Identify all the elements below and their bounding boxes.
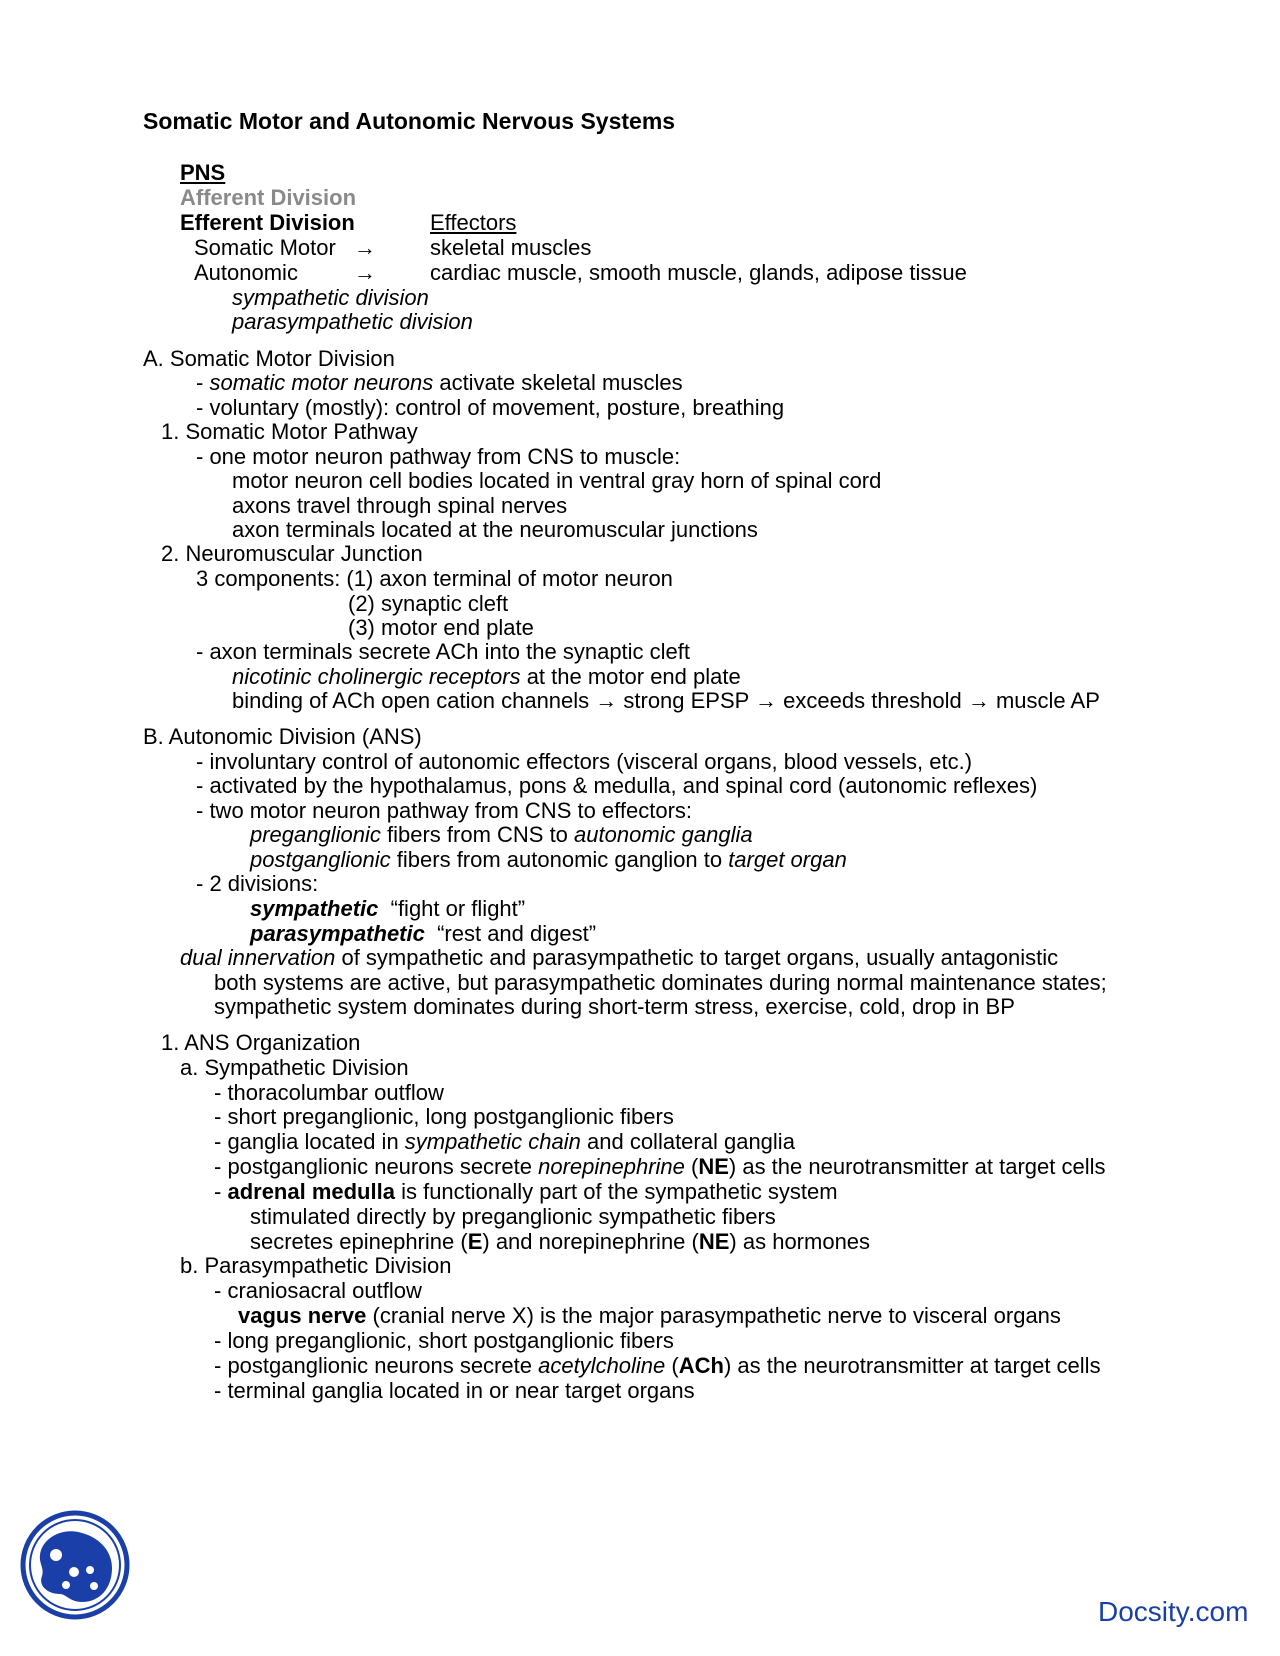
text-fragment: - [214, 1179, 228, 1204]
pathway-line-3: axons travel through spinal nerves [232, 493, 568, 518]
term-sympathetic: sympathetic [250, 896, 379, 921]
term-parasympathetic: parasympathetic [250, 921, 425, 946]
parasympathetic-division-heading: b. Parasympathetic Division [180, 1253, 452, 1278]
text-fragment: and collateral ganglia [580, 1129, 795, 1154]
somatic-pathway-heading: 1. Somatic Motor Pathway [161, 419, 418, 444]
quote-rest-and-digest: “rest and digest” [424, 921, 597, 946]
term-acetylcholine: acetylcholine [538, 1353, 666, 1378]
parasympathetic-line-3: - long preganglionic, short postganglionic fibers [214, 1328, 674, 1353]
text-fragment: of sympathetic and parasympathetic to target organs, usually antagonistic [335, 945, 1059, 970]
dual-innervation-line-2: both systems are active, but parasympathetic dominates during normal maintenance states; [214, 970, 1107, 995]
text-fragment: fibers from autonomic ganglion to [390, 847, 729, 872]
autonomic-effectors: cardiac muscle, smooth muscle, glands, adipose tissue [430, 260, 967, 285]
nmj-line-1: - axon terminals secrete ACh into the synaptic cleft [196, 639, 691, 664]
section-b-line-2: - activated by the hypothalamus, pons & medulla, and spinal cord (autonomic reflexes) [196, 773, 1038, 798]
docsity-brand-link[interactable]: Docsity.com [1098, 1596, 1249, 1627]
section-a-heading: A. Somatic Motor Division [143, 346, 395, 371]
sympathetic-division-heading: a. Sympathetic Division [180, 1055, 409, 1080]
term-target-organ: target organ [728, 847, 847, 872]
nmj-heading: 2. Neuromuscular Junction [161, 541, 423, 566]
section-b-line-1: - involuntary control of autonomic effectors (visceral organs, blood vessels, etc.) [196, 749, 973, 774]
sympathetic-line-5 [214, 1179, 838, 1205]
text-fragment: - postganglionic neurons secrete [214, 1154, 539, 1179]
text-fragment: ) and norepinephrine ( [482, 1229, 699, 1254]
somatic-motor-label: Somatic Motor [194, 235, 336, 260]
page-title: Somatic Motor and Autonomic Nervous Systems [143, 108, 676, 134]
sympathetic-line-7 [250, 1229, 870, 1255]
parasympathetic-line-4 [214, 1353, 1101, 1379]
quote-fight-or-flight: “fight or flight” [378, 896, 526, 921]
parasympathetic-line-2 [238, 1303, 1061, 1329]
text-fragment: ( [684, 1154, 699, 1179]
text-fragment: activate skeletal muscles [433, 370, 683, 395]
term-vagus-nerve: vagus nerve [238, 1303, 367, 1328]
sympathetic-division-item: sympathetic division [232, 285, 429, 310]
sympathetic-line-2: - short preganglionic, long postganglionic fibers [214, 1104, 674, 1129]
parasympathetic-line-5: - terminal ganglia located in or near target organs [214, 1378, 695, 1403]
effectors-header: Effectors [430, 210, 517, 235]
text-fragment: ) as the neurotransmitter at target cells [728, 1154, 1106, 1179]
autonomic-label: Autonomic [194, 260, 298, 285]
autonomic-arrow: → [354, 260, 376, 285]
section-b-line-5 [250, 847, 847, 873]
parasympathetic-summary [250, 921, 596, 947]
section-b-line-6: - 2 divisions: [196, 871, 319, 896]
parasympathetic-division-item: parasympathetic division [232, 309, 473, 334]
text-fragment: secretes epinephrine ( [250, 1229, 468, 1254]
section-a-line-1 [196, 370, 683, 396]
text-fragment: - ganglia located in [214, 1129, 405, 1154]
docsity-logo-icon [20, 1510, 130, 1620]
term-autonomic-ganglia: autonomic ganglia [574, 822, 753, 847]
pathway-line-1: - one motor neuron pathway from CNS to muscle: [196, 444, 681, 469]
efferent-division: Efferent Division [180, 210, 355, 235]
section-a-line-2: - voluntary (mostly): control of movement, posture, breathing [196, 395, 785, 420]
term-nicotinic-receptors: nicotinic cholinergic receptors [232, 664, 521, 689]
term-postganglionic: postganglionic [250, 847, 391, 872]
text-fragment: fibers from CNS to [380, 822, 575, 847]
somatic-arrow: → [354, 235, 376, 260]
abbr-e: E [467, 1229, 483, 1254]
term-sympathetic-chain: sympathetic chain [404, 1129, 581, 1154]
nmj-line-2 [232, 664, 741, 690]
abbr-ne: NE [698, 1154, 729, 1179]
sympathetic-line-6: stimulated directly by preganglionic sympathetic fibers [250, 1204, 776, 1229]
sympathetic-line-1: - thoracolumbar outflow [214, 1080, 444, 1105]
text-fragment: ( [665, 1353, 679, 1378]
term-preganglionic: preganglionic [250, 822, 381, 847]
pathway-line-2: motor neuron cell bodies located in ventral gray horn of spinal cord [232, 468, 882, 493]
sympathetic-line-4 [214, 1154, 1106, 1180]
abbr-ne: NE [698, 1229, 730, 1254]
pns-heading: PNS [180, 160, 226, 185]
ans-organization-heading: 1. ANS Organization [161, 1030, 361, 1055]
dual-innervation-line [180, 945, 1058, 971]
nmj-component-3: (3) motor end plate [348, 615, 534, 640]
text-fragment: ) as hormones [729, 1229, 871, 1254]
dual-innervation-line-3: sympathetic system dominates during short-term stress, exercise, cold, drop in BP [214, 994, 1015, 1019]
term-adrenal-medulla: adrenal medulla [227, 1179, 395, 1204]
text-fragment: ) as the neurotransmitter at target cells [723, 1353, 1101, 1378]
afferent-division: Afferent Division [180, 185, 357, 210]
sympathetic-summary [250, 896, 525, 922]
text-fragment: (cranial nerve X) is the major parasympathetic nerve to visceral organs [366, 1303, 1061, 1328]
somatic-effectors: skeletal muscles [430, 235, 592, 260]
sympathetic-line-3 [214, 1129, 795, 1155]
abbr-ach: ACh [678, 1353, 724, 1378]
text-fragment: at the motor end plate [520, 664, 741, 689]
section-b-line-4 [250, 822, 753, 848]
term-dual-innervation: dual innervation [180, 945, 336, 970]
parasympathetic-line-1: - craniosacral outflow [214, 1278, 422, 1303]
nmj-line-3: binding of ACh open cation channels → strong EPSP → exceeds threshold → muscle AP [232, 688, 1100, 713]
dash: - [196, 370, 210, 395]
section-b-heading: B. Autonomic Division (ANS) [143, 724, 422, 749]
nmj-component-2: (2) synaptic cleft [348, 591, 509, 616]
nmj-components: 3 components: (1) axon terminal of motor neuron [196, 566, 673, 591]
pathway-line-4: axon terminals located at the neuromuscular junctions [232, 517, 758, 542]
text-fragment: - postganglionic neurons secrete [214, 1353, 539, 1378]
section-b-line-3: - two motor neuron pathway from CNS to effectors: [196, 798, 693, 823]
term-norepinephrine: norepinephrine [538, 1154, 685, 1179]
term-somatic-motor-neurons: somatic motor neurons [209, 370, 434, 395]
text-fragment: is functionally part of the sympathetic system [394, 1179, 838, 1204]
